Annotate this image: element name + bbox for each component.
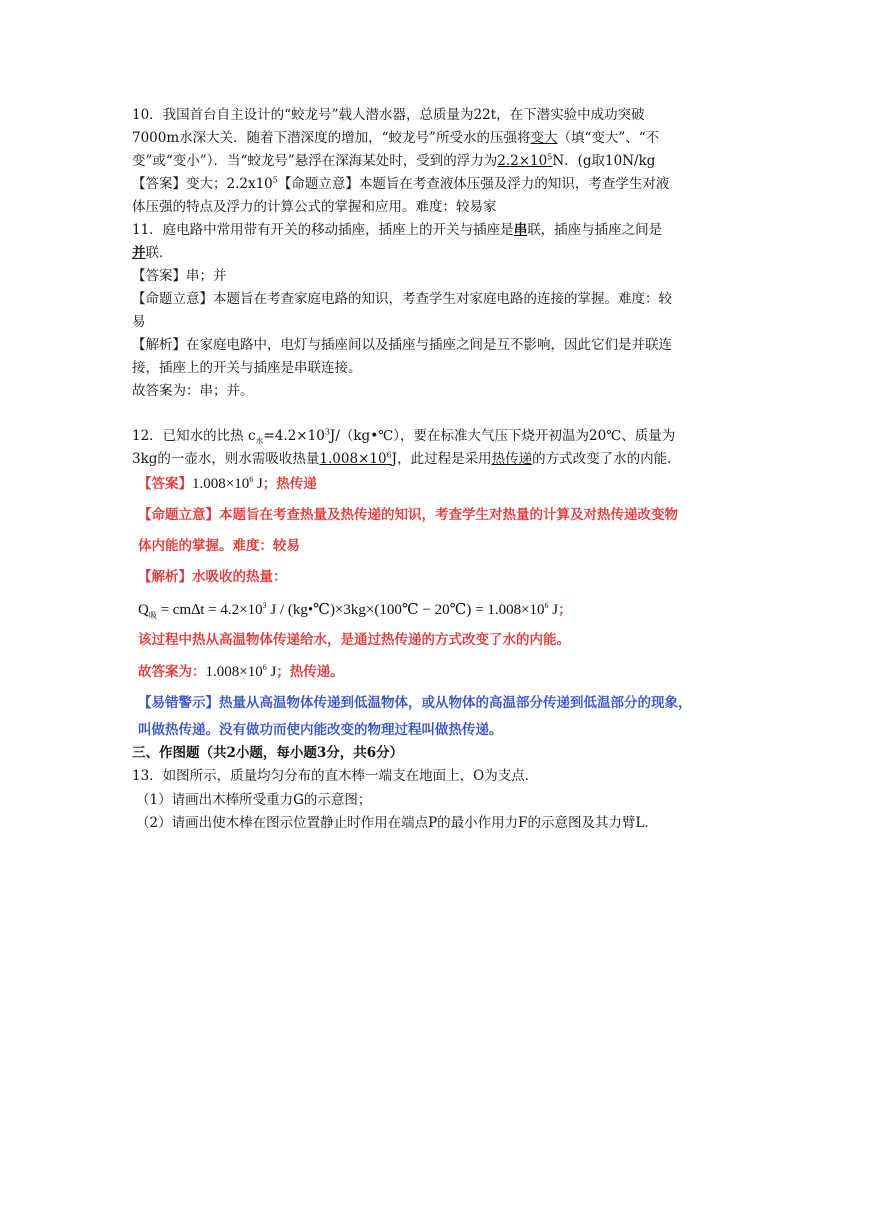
q11-final-text: 故答案为：串；并。 xyxy=(132,383,254,399)
q12-answer-method: 热传递 xyxy=(491,451,533,467)
q12-formula-exp-a: 3 xyxy=(262,601,267,610)
q12-analysis-label xyxy=(138,566,778,588)
q11-intent-text-1: 【命题立意】本题旨在考查家庭电路的知识，考查学生对家庭电路的连接的掌握。难度：较 xyxy=(132,291,672,307)
q13-text-2: （1）请画出木棒所受重力G的示意图； xyxy=(136,792,372,808)
q12-final-exp: 6 xyxy=(262,663,267,672)
q12-intent-1 xyxy=(138,504,778,526)
q11-analysis-text-1: 【解析】在家庭电路中，电灯与插座间以及插座与插座之间是互不影响，因此它们是并联连 xyxy=(132,337,672,353)
q12-exp-3: 3 xyxy=(324,427,330,437)
q12-explain xyxy=(138,629,778,651)
q12-answer-label: 【答案】 xyxy=(138,476,192,492)
q10-text-1: 10．我国首台自主设计的“蛟龙号”载人潜水器，总质量为22t，在下潜实验中成功突破 xyxy=(132,107,645,123)
q11-answer-series: 串 xyxy=(513,222,528,238)
q10-answer-pressure: 变大 xyxy=(530,130,558,146)
q12-answer-value-unit: J xyxy=(253,476,263,492)
q12-answer-heat xyxy=(319,451,391,467)
q12-warning-text-2: 叫做热传递。没有做功而使内能改变的物理过程叫做热传递。 xyxy=(138,722,503,738)
q12-formula-tail: ； xyxy=(558,602,572,618)
q12-formula-q: Q xyxy=(138,602,149,618)
q12-formula-exp-b: 6 xyxy=(544,601,549,610)
q10-text-2b: （填“变大”、“不 xyxy=(557,130,660,146)
q12-line-2 xyxy=(132,449,772,469)
q12-warning-2 xyxy=(138,719,778,741)
q12-text-2b: J，此过程是采用 xyxy=(391,451,492,467)
q13-line-3 xyxy=(136,813,776,833)
q11-analysis-text-2: 接，插座上的开关与插座是串联连接。 xyxy=(132,360,362,376)
q12-answer-heat-exp: 6 xyxy=(386,450,392,460)
q12-answer-line xyxy=(138,473,778,495)
q12-text-2c: 的方式改变了水的内能． xyxy=(532,451,681,467)
q13-text-3: （2）请画出使木棒在图示位置静止时作用在端点P的最小作用力F的示意图及其力臂L． xyxy=(136,815,659,831)
q10-answer-buoyancy-base: 2.2×10 xyxy=(497,153,548,169)
q10-line-3 xyxy=(132,151,772,171)
q10-text-3a: 变”或“变小”）．当“蛟龙号”悬浮在深海某处时，受到的浮力为 xyxy=(132,153,498,169)
q10-text-3b: N．(g取10N/kg xyxy=(552,153,656,169)
q12-final-value xyxy=(206,664,277,680)
q12-answer-value-base: 1.008×10 xyxy=(192,476,250,492)
q10-answer-buoyancy-exp: 5 xyxy=(547,152,553,162)
q12-formula-part-a: = cm∆t = 4.2×10 xyxy=(156,602,263,618)
q11-answer-text: 【答案】串；并 xyxy=(132,268,227,284)
q11-line-2 xyxy=(132,243,772,263)
q12-sub-water: 水 xyxy=(255,436,264,446)
q12-formula-part-b: J / (kg•℃)×3kg×(100℃ − 20℃) = 1.008×10 xyxy=(266,602,545,618)
q10-intent-text: 【命题立意】本题旨在考查液体压强及浮力的知识，考查学生对液 xyxy=(277,176,670,192)
q11-intent-2 xyxy=(132,312,772,332)
q12-answer-tail: ；热传递 xyxy=(262,476,317,492)
q12-intent-text-1: 【命题立意】本题旨在考查热量及热传递的知识，考查学生对热量的计算及对热传递改变物 xyxy=(138,507,678,523)
q12-answer-value xyxy=(192,476,263,492)
q11-analysis-1 xyxy=(132,335,772,355)
q12-final xyxy=(138,661,778,683)
q11-text-1b: 联，插座与插座之间是 xyxy=(527,222,663,238)
q10-answer-buoyancy xyxy=(497,153,552,169)
q13-line-1 xyxy=(132,766,772,786)
q10-text-5: 体压强的特点及浮力的计算公式的掌握和应用。难度：较易家 xyxy=(132,199,497,215)
q11-text-1a: 11．庭电路中常用带有开关的移动插座，插座上的开关与插座是 xyxy=(132,222,514,238)
section-3-heading xyxy=(132,743,772,763)
q10-text-2a: 7000m水深大关．随着下潜深度的增加，“蛟龙号”所受水的压强将 xyxy=(132,130,531,146)
q12-answer-heat-base: 1.008×10 xyxy=(319,451,387,467)
q11-answer xyxy=(132,266,772,286)
q12-formula-q-sub: 吸 xyxy=(148,611,157,620)
q10-answer-text: 【答案】变大；2.2x10 xyxy=(132,176,273,192)
q12-line-1 xyxy=(132,426,772,446)
q11-answer-parallel: 并 xyxy=(132,245,146,261)
q12-text-1a: 12．已知水的比热 c xyxy=(132,428,256,444)
q12-final-tail: ；热传递。 xyxy=(276,664,344,680)
q11-final xyxy=(132,381,772,401)
q12-answer-value-exp: 6 xyxy=(249,475,254,484)
q11-analysis-2 xyxy=(132,358,772,378)
q10-line-5 xyxy=(132,197,772,217)
q12-intent-text-2: 体内能的掌握。难度：较易 xyxy=(138,538,300,554)
q12-warning-1 xyxy=(138,692,778,714)
q12-formula-expression xyxy=(138,602,558,618)
q13-text-1: 13．如图所示，质量均匀分布的直木棒一端支在地面上，O为支点． xyxy=(132,768,539,784)
q12-analysis-text: 【解析】水吸收的热量： xyxy=(138,569,287,585)
q12-warning-text-1: 【易错警示】热量从高温物体传递到低温物体，或从物体的高温部分传递到低温部分的现象， xyxy=(138,695,692,711)
q10-line-1 xyxy=(132,105,772,125)
q12-formula xyxy=(138,599,778,621)
q10-answer-exp: 5 xyxy=(272,175,278,185)
q11-text-2b: 联． xyxy=(145,245,173,261)
q12-intent-2 xyxy=(138,535,778,557)
q11-intent-1 xyxy=(132,289,772,309)
q12-explain-text: 该过程中热从高温物体传递给水，是通过热传递的方式改变了水的内能。 xyxy=(138,632,570,648)
q13-line-2 xyxy=(136,790,776,810)
q12-final-unit: J xyxy=(266,664,277,680)
q11-line-1 xyxy=(132,220,772,240)
q11-intent-text-2: 易 xyxy=(132,314,146,330)
section-3-heading-text: 三、作图题（共2小题，每小题3分，共6分） xyxy=(132,745,404,761)
q10-line-2 xyxy=(132,128,772,148)
q10-line-4 xyxy=(132,174,772,194)
q12-text-2a: 3kg的一壶水，则水需吸收热量 xyxy=(132,451,320,467)
q12-formula-part-c: J xyxy=(548,602,559,618)
q12-final-base: 1.008×10 xyxy=(205,664,263,680)
q12-text-1b: =4.2×10 xyxy=(263,428,325,444)
q12-text-1c: J/（kg•℃），要在标准大气压下烧开初温为20℃、质量为 xyxy=(329,428,676,444)
q12-final-label: 故答案为： xyxy=(138,664,206,680)
